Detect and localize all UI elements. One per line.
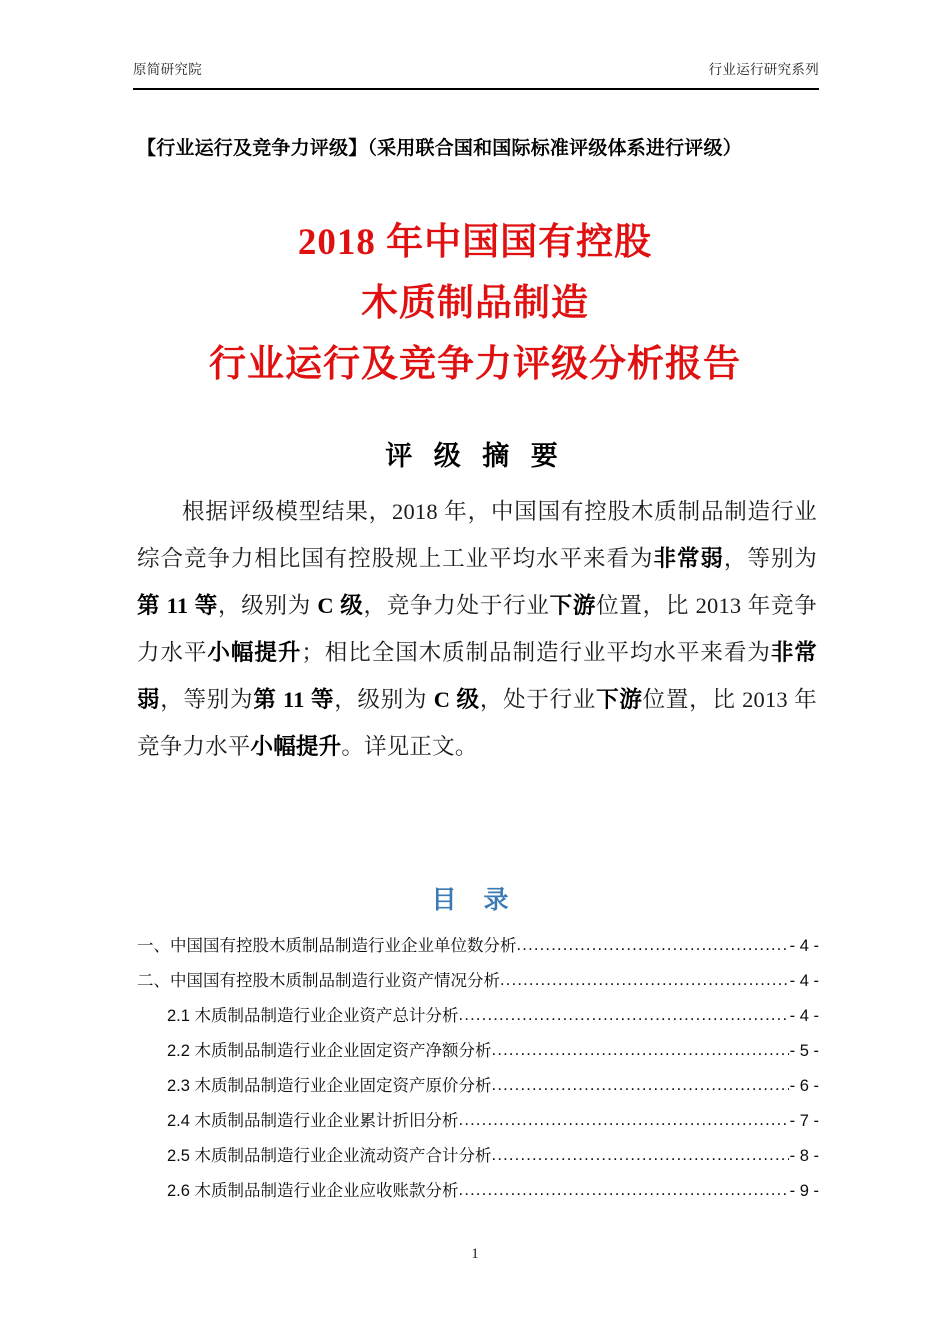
toc-entry-label: 2.4 木质制品制造行业企业累计折旧分析	[167, 1112, 459, 1130]
summary-text: 。详见正文。	[341, 734, 478, 759]
summary-emphasis: 小幅提升	[207, 640, 302, 665]
toc-entry[interactable]	[137, 932, 819, 967]
report-title-line-3: 行业运行及竞争力评级分析报告	[209, 344, 741, 385]
toc-entry-page: - 7 -	[789, 1112, 819, 1130]
summary-emphasis: C 级	[317, 593, 364, 618]
toc-dot-leader	[517, 936, 789, 953]
summary-text: 位置，比 2013 年竞争力水平	[137, 687, 817, 759]
summary-emphasis: C 级	[433, 687, 480, 712]
toc-dot-leader	[492, 1146, 789, 1163]
header-divider-rule	[133, 88, 819, 90]
toc-entry-page: - 8 -	[789, 1147, 819, 1165]
summary-emphasis: 非常弱	[653, 546, 724, 571]
toc-dot-leader	[459, 1111, 789, 1128]
toc-heading: 目 录	[431, 886, 519, 914]
toc-entry[interactable]	[137, 1002, 819, 1037]
toc-entry[interactable]	[137, 1037, 819, 1072]
toc-entry-page: - 5 -	[789, 1042, 819, 1060]
rating-summary-paragraph	[137, 488, 817, 770]
summary-emphasis: 第 11 等	[137, 593, 218, 618]
toc-entry-page: - 4 -	[789, 1007, 819, 1025]
toc-entry-label: 一、中国国有控股木质制品制造行业企业单位数分析	[137, 937, 517, 955]
toc-entry-label: 2.6 木质制品制造行业企业应收账款分析	[167, 1182, 459, 1200]
summary-text: 位置，比 2013 年竞争力水平	[137, 593, 817, 665]
summary-emphasis: 下游	[596, 687, 643, 712]
summary-emphasis: 非常弱	[137, 640, 817, 712]
toc-entry-label: 2.5 木质制品制造行业企业流动资产合计分析	[167, 1147, 492, 1165]
summary-text: ，级别为	[217, 593, 318, 618]
toc-entry-page: - 6 -	[789, 1077, 819, 1095]
rating-summary-heading: 评 级 摘 要	[385, 441, 565, 471]
header-right-text: 行业运行研究系列	[708, 62, 819, 77]
toc-entry-page: - 9 -	[789, 1182, 819, 1200]
summary-text: ，处于行业	[479, 687, 597, 712]
toc-dot-leader	[500, 971, 789, 988]
report-title	[0, 212, 950, 395]
summary-text: ，级别为	[334, 687, 434, 712]
toc-dot-leader	[459, 1006, 789, 1023]
summary-text: ，等别为	[723, 546, 817, 571]
summary-text: ，等别为	[160, 687, 254, 712]
footer-page-number: 1	[471, 1246, 479, 1262]
toc-dot-leader	[492, 1041, 789, 1058]
report-title-line-2: 木质制品制造	[361, 283, 589, 324]
toc-dot-leader	[459, 1181, 789, 1198]
summary-emphasis: 下游	[549, 593, 597, 618]
header-left-text: 原简研究院	[133, 62, 202, 77]
toc-dot-leader	[492, 1076, 789, 1093]
toc-entry-label: 2.2 木质制品制造行业企业固定资产净额分析	[167, 1042, 492, 1060]
document-header	[133, 62, 819, 79]
toc-entry-page: - 4 -	[789, 937, 819, 955]
report-title-line-1: 2018 年中国国有控股	[297, 222, 653, 263]
summary-text: ；相比全国木质制品制造行业平均水平来看为	[301, 640, 771, 665]
toc-entry[interactable]	[137, 1142, 819, 1177]
table-of-contents	[137, 932, 819, 1212]
toc-entry[interactable]	[137, 1177, 819, 1212]
toc-entry[interactable]	[137, 967, 819, 1002]
summary-emphasis: 小幅提升	[250, 734, 342, 759]
toc-entry[interactable]	[137, 1072, 819, 1107]
toc-entry-page: - 4 -	[789, 972, 819, 990]
summary-text: 根据评级模型结果，2018 年，中国国有控股木质制品制造行业综合竞争力相比国有控股规上工业平均水平来看为	[137, 499, 817, 571]
rating-scope-line: 【行业运行及竞争力评级】（采用联合国和国际标准评级体系进行评级）	[137, 138, 742, 159]
toc-entry-label: 2.1 木质制品制造行业企业资产总计分析	[167, 1007, 459, 1025]
toc-entry-label: 2.3 木质制品制造行业企业固定资产原价分析	[167, 1077, 492, 1095]
summary-text: ，竞争力处于行业	[363, 593, 550, 618]
toc-entry[interactable]	[137, 1107, 819, 1142]
toc-entry-label: 二、中国国有控股木质制品制造行业资产情况分析	[137, 972, 500, 990]
summary-emphasis: 第 11 等	[253, 687, 335, 712]
